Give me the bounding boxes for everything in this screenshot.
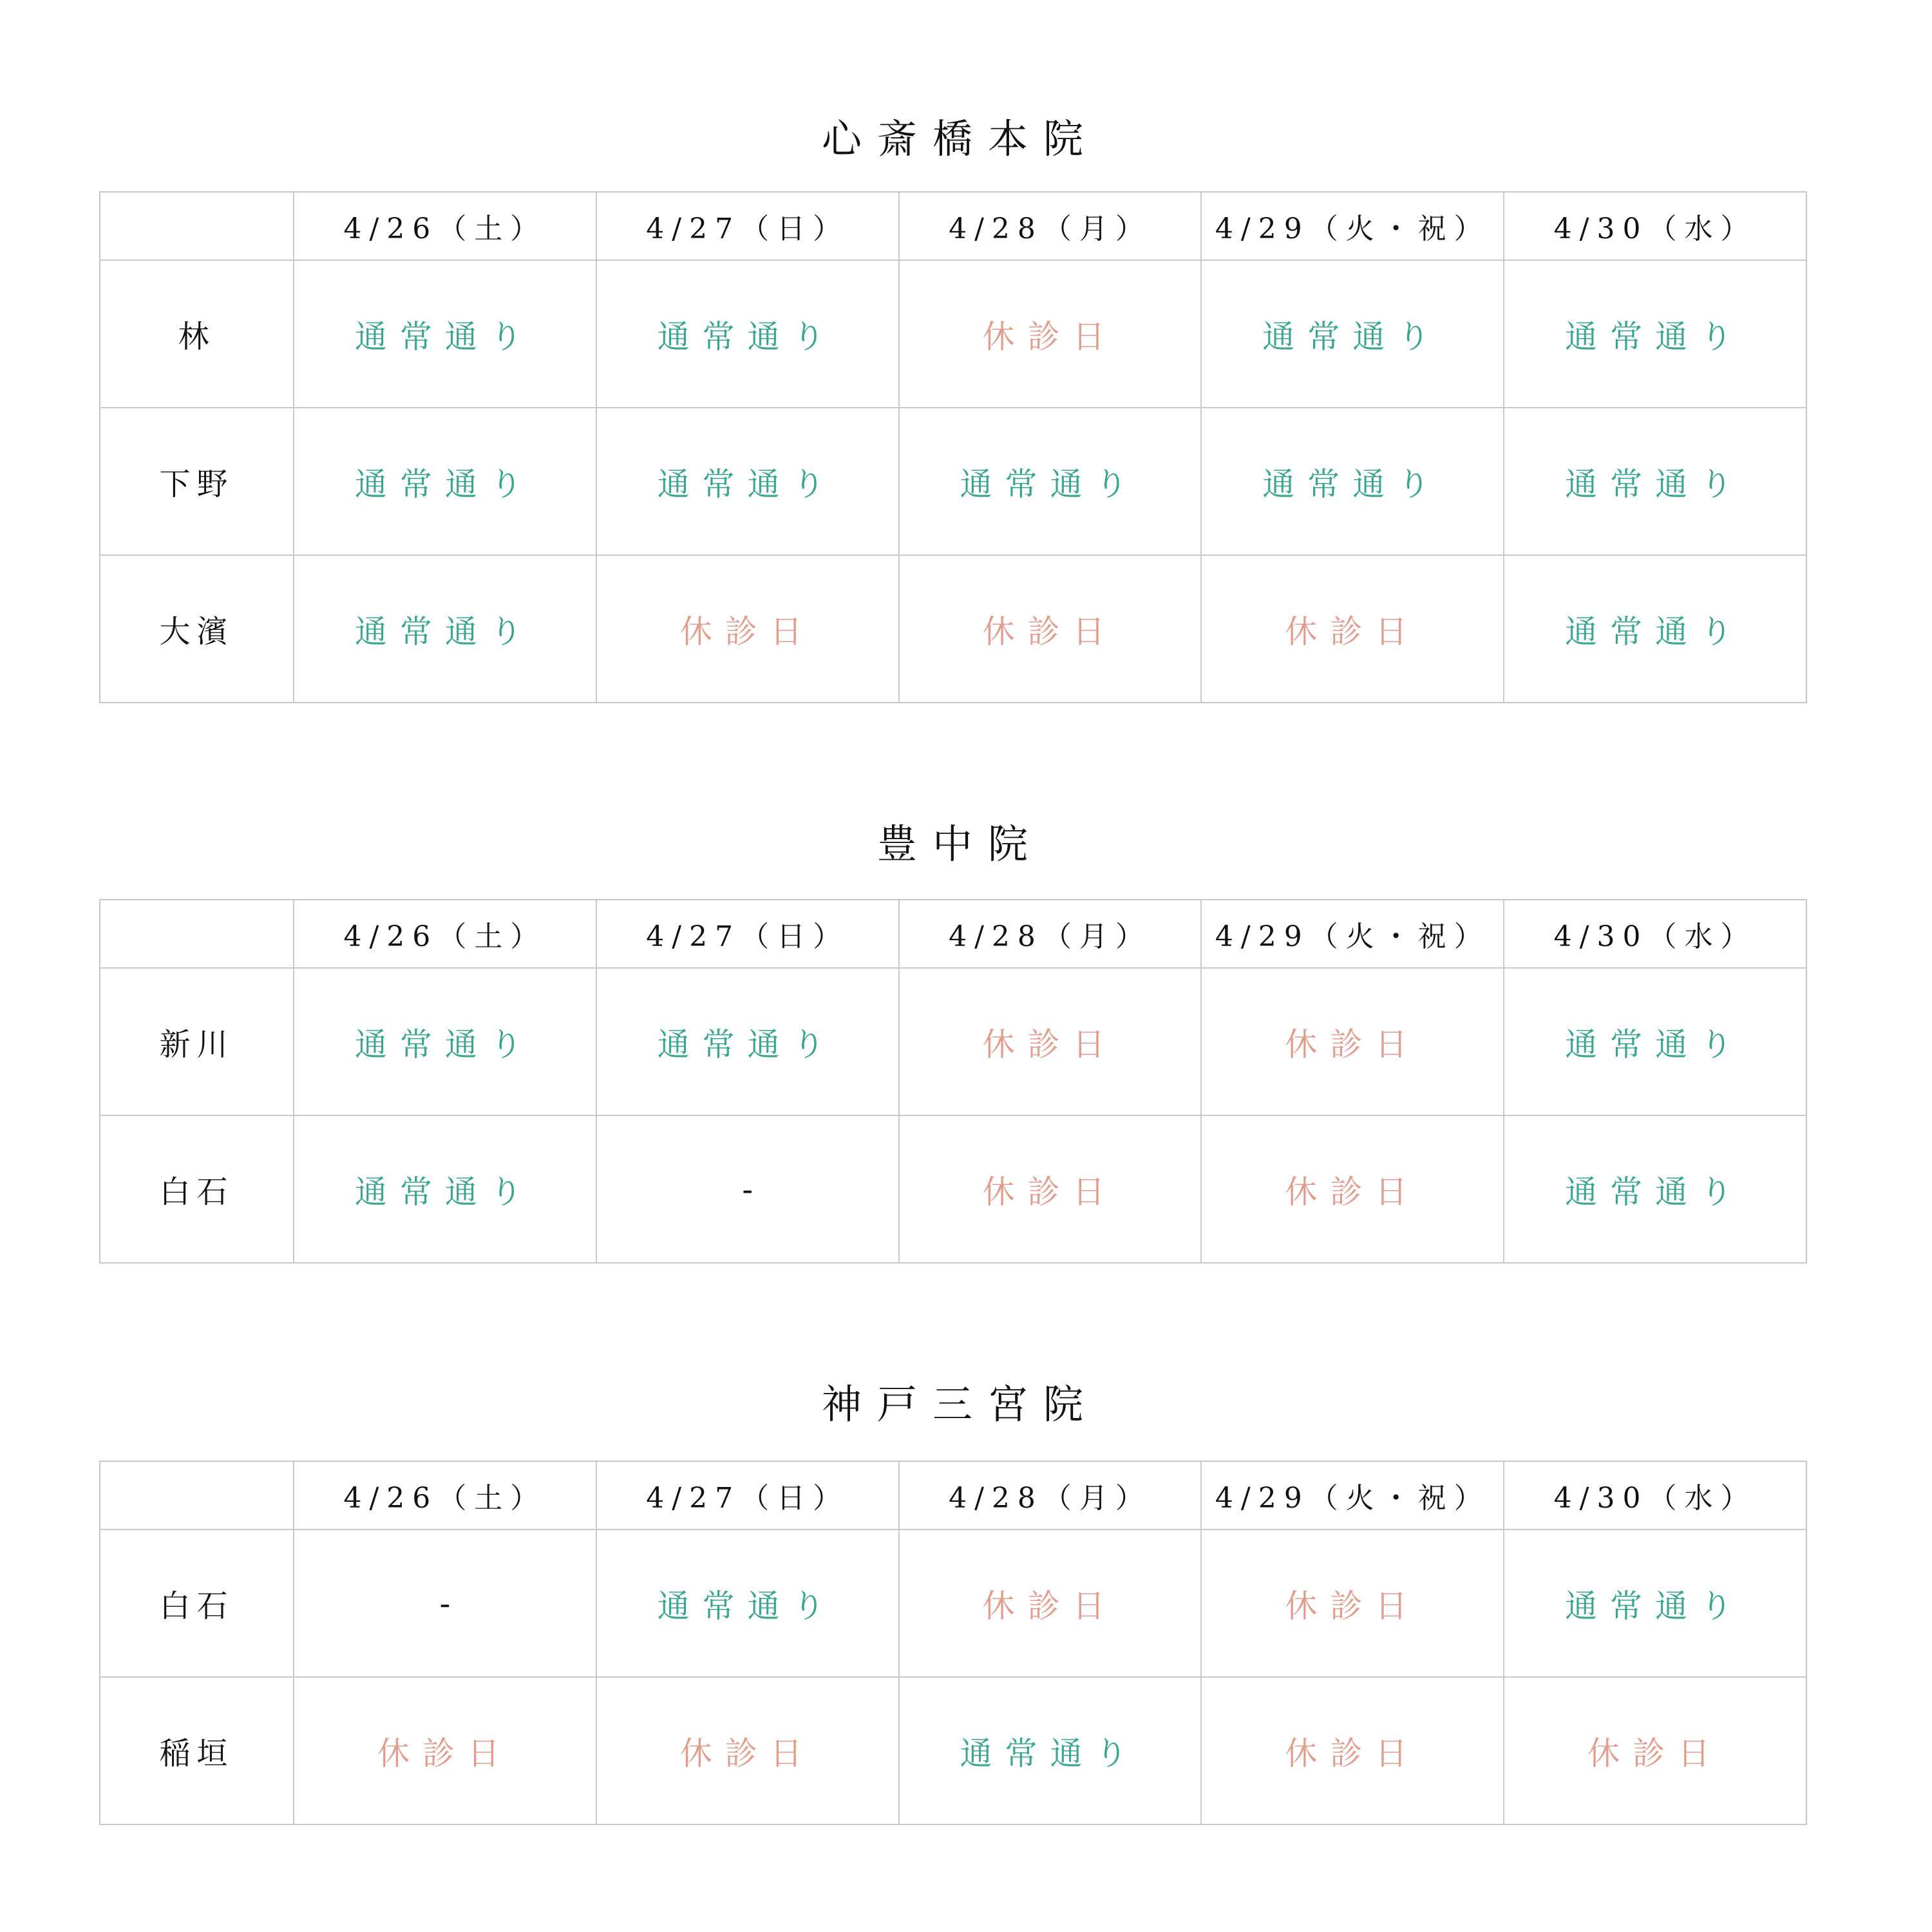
date-header: 4/28（月） — [899, 1461, 1202, 1530]
date-header: 4/29（火・祝） — [1201, 192, 1504, 260]
status-cell: 休診日 — [899, 1530, 1202, 1677]
status-cell: 通常通り — [1504, 555, 1806, 703]
header-row — [100, 900, 1806, 968]
section-title: 神戸三宮院 — [821, 1381, 1099, 1428]
schedule-table — [99, 1461, 1807, 1825]
status-cell: 休診日 — [1201, 1530, 1504, 1677]
date-header: 4/27（日） — [596, 192, 899, 260]
corner-cell — [100, 1461, 294, 1530]
status-cell: 休診日 — [1201, 555, 1504, 703]
status-cell: 通常通り — [899, 408, 1202, 555]
section-title: 豊中院 — [876, 820, 1043, 867]
date-header: 4/29（火・祝） — [1201, 1461, 1504, 1530]
status-cell: 休診日 — [596, 1677, 899, 1824]
table-row — [100, 408, 1806, 555]
clinic-section-kobe-sannomiya — [99, 1381, 1806, 1772]
staff-name-cell: 白石 — [100, 1115, 294, 1263]
staff-name-cell: 大濱 — [100, 555, 294, 703]
status-cell: 通常通り — [596, 408, 899, 555]
staff-name-cell: 下野 — [100, 408, 294, 555]
staff-name-cell: 稲垣 — [100, 1677, 294, 1824]
corner-cell — [100, 900, 294, 968]
table-row — [100, 968, 1806, 1115]
schedule-table — [99, 899, 1807, 1264]
status-cell: 通常通り — [294, 968, 596, 1115]
table-row — [100, 1530, 1806, 1677]
status-cell: 通常通り — [294, 408, 596, 555]
clinic-section-shinsaibashi — [99, 115, 1806, 650]
staff-name-cell: 林 — [100, 260, 294, 408]
status-cell: 休診日 — [1201, 1115, 1504, 1263]
status-cell: 休診日 — [1201, 1677, 1504, 1824]
table-row — [100, 555, 1806, 703]
header-row — [100, 192, 1806, 260]
date-header: 4/29（火・祝） — [1201, 900, 1504, 968]
table-row — [100, 260, 1806, 408]
date-header: 4/28（月） — [899, 900, 1202, 968]
table-row — [100, 1677, 1806, 1824]
status-cell: 通常通り — [596, 1530, 899, 1677]
staff-name-cell: 新川 — [100, 968, 294, 1115]
status-cell: 休診日 — [294, 1677, 596, 1824]
status-cell: 通常通り — [1504, 260, 1806, 408]
date-header: 4/30（水） — [1504, 900, 1806, 968]
table-row — [100, 1115, 1806, 1263]
status-cell: 休診日 — [899, 260, 1202, 408]
status-cell: 通常通り — [596, 968, 899, 1115]
staff-name-cell: 白石 — [100, 1530, 294, 1677]
status-cell: 通常通り — [899, 1677, 1202, 1824]
date-header: 4/26（土） — [294, 1461, 596, 1530]
status-cell: - — [294, 1530, 596, 1677]
date-header: 4/26（土） — [294, 192, 596, 260]
status-cell: 通常通り — [1201, 408, 1504, 555]
status-cell: 休診日 — [1201, 968, 1504, 1115]
date-header: 4/26（土） — [294, 900, 596, 968]
status-cell: 通常通り — [294, 1115, 596, 1263]
status-cell: 通常通り — [1504, 1115, 1806, 1263]
date-header: 4/30（水） — [1504, 192, 1806, 260]
schedule-table — [99, 191, 1807, 703]
date-header: 4/30（水） — [1504, 1461, 1806, 1530]
status-cell: 通常通り — [596, 260, 899, 408]
status-cell: 通常通り — [1201, 260, 1504, 408]
status-cell: 休診日 — [899, 1115, 1202, 1263]
date-header: 4/28（月） — [899, 192, 1202, 260]
status-cell: 通常通り — [294, 555, 596, 703]
status-cell: 休診日 — [899, 555, 1202, 703]
corner-cell — [100, 192, 294, 260]
date-header: 4/27（日） — [596, 900, 899, 968]
date-header: 4/27（日） — [596, 1461, 899, 1530]
status-cell: 休診日 — [1504, 1677, 1806, 1824]
status-cell: 休診日 — [596, 555, 899, 703]
clinic-section-toyonaka — [99, 820, 1806, 1211]
header-row — [100, 1461, 1806, 1530]
status-cell: 通常通り — [1504, 408, 1806, 555]
status-cell: - — [596, 1115, 899, 1263]
section-title: 心斎橋本院 — [821, 115, 1099, 162]
status-cell: 通常通り — [294, 260, 596, 408]
status-cell: 通常通り — [1504, 968, 1806, 1115]
status-cell: 通常通り — [1504, 1530, 1806, 1677]
status-cell: 休診日 — [899, 968, 1202, 1115]
